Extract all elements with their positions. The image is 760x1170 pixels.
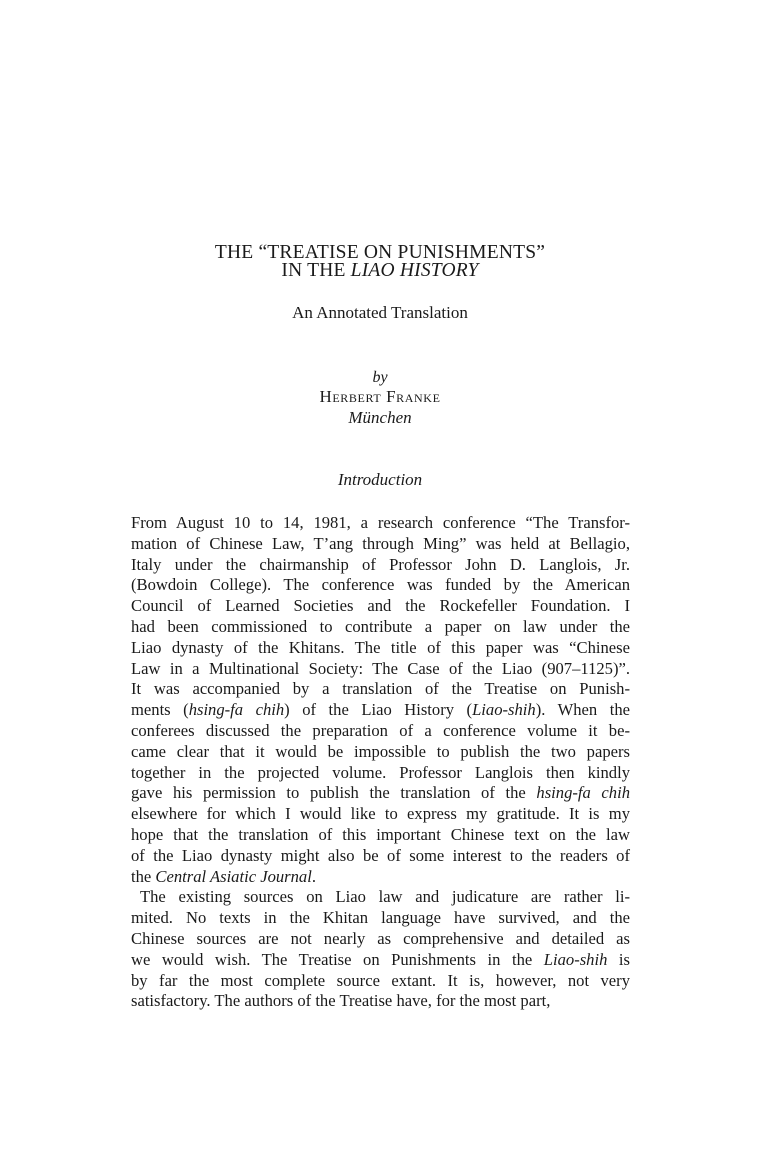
text-line bbox=[131, 887, 630, 908]
text-line bbox=[131, 929, 630, 950]
text-segment: The existing sources on Liao law and judicature are rather li- bbox=[140, 887, 630, 907]
text-segment: . bbox=[311, 866, 316, 886]
byline-by: by bbox=[372, 369, 388, 386]
text-segment: hope that the translation of this important Chinese text on the law bbox=[131, 824, 630, 844]
text-segment: together in the projected volume. Professor Langlois then kindly bbox=[131, 762, 630, 782]
text-line bbox=[131, 700, 630, 721]
author-name: Herbert Franke bbox=[319, 387, 441, 406]
text-segment: of the Liao dynasty might also be of some interest to the readers of bbox=[131, 845, 630, 865]
text-segment: It was accompanied by a translation of the Treatise on Punish- bbox=[131, 679, 630, 699]
article-subtitle: An Annotated Translation bbox=[292, 303, 468, 322]
text-segment: (Bowdoin College). The conference was funded by the American bbox=[131, 575, 630, 595]
text-segment: conferees discussed the preparation of a conference volume it be- bbox=[131, 720, 630, 740]
text-line bbox=[131, 867, 630, 888]
text-segment: Chinese sources are not nearly as comprehensive and detailed as bbox=[131, 928, 630, 948]
text-segment: is bbox=[607, 949, 630, 969]
text-line bbox=[131, 950, 630, 971]
text-segment: ). When the bbox=[535, 700, 630, 720]
article-title-line1: THE “TREATISE ON PUNISHMENTS” bbox=[214, 242, 546, 263]
body-text bbox=[131, 513, 630, 1012]
italic-term: hsing-fa chih bbox=[188, 700, 285, 720]
text-segment: Liao dynasty of the Khitans. The title of this paper was “Chinese bbox=[131, 637, 630, 657]
text-line bbox=[131, 804, 630, 825]
text-line bbox=[131, 555, 630, 576]
text-segment: From August 10 to 14, 1981, a research conference “The Transfor- bbox=[131, 513, 630, 532]
article-title-line2 bbox=[0, 259, 760, 283]
title-italic: LIAO HISTORY bbox=[350, 260, 479, 281]
text-line bbox=[131, 534, 630, 555]
text-line bbox=[131, 971, 630, 992]
text-segment: the bbox=[131, 866, 156, 886]
text-line bbox=[131, 763, 630, 784]
text-line bbox=[131, 513, 630, 534]
text-line bbox=[131, 617, 630, 638]
text-line bbox=[131, 659, 630, 680]
italic-term: Central Asiatic Journal bbox=[155, 866, 312, 886]
text-segment: elsewhere for which I would like to express my gratitude. It is my bbox=[131, 804, 630, 824]
text-segment: ) of the Liao History ( bbox=[284, 700, 473, 720]
text-line bbox=[131, 596, 630, 617]
text-line bbox=[131, 575, 630, 596]
author-location: München bbox=[348, 408, 412, 427]
text-segment: mation of Chinese Law, T’ang through Ming” was held at Bellagio, bbox=[131, 533, 630, 553]
text-line bbox=[131, 742, 630, 763]
text-line bbox=[131, 638, 630, 659]
text-line bbox=[131, 783, 630, 804]
italic-term: Liao-shih bbox=[472, 700, 536, 720]
italic-term: hsing-fa chih bbox=[536, 783, 630, 803]
text-segment: Italy under the chairmanship of Professor John D. Langlois, Jr. bbox=[131, 554, 630, 574]
text-segment: Council of Learned Societies and the Rockefeller Foundation. I bbox=[131, 596, 630, 616]
text-segment: gave his permission to publish the translation of the bbox=[131, 783, 537, 803]
text-line bbox=[131, 825, 630, 846]
italic-term: Liao-shih bbox=[543, 949, 608, 969]
text-line bbox=[131, 991, 630, 1012]
text-segment: we would wish. The Treatise on Punishments in the bbox=[131, 949, 544, 969]
text-segment: Law in a Multinational Society: The Case of the Liao (907–1125)”. bbox=[131, 658, 630, 678]
text-segment: satisfactory. The authors of the Treatise have, for the most part, bbox=[131, 991, 551, 1011]
text-line bbox=[131, 679, 630, 700]
title-prefix: IN THE bbox=[281, 260, 351, 281]
text-segment: had been commissioned to contribute a paper on law under the bbox=[131, 616, 630, 636]
text-line bbox=[131, 908, 630, 929]
text-segment: by far the most complete source extant. It is, however, not very bbox=[131, 970, 630, 990]
text-line bbox=[131, 846, 630, 867]
section-heading: Introduction bbox=[337, 470, 423, 489]
text-segment: came clear that it would be impossible to publish the two papers bbox=[131, 741, 630, 761]
text-segment: ments ( bbox=[131, 700, 189, 720]
text-segment: mited. No texts in the Khitan language have survived, and the bbox=[131, 908, 630, 928]
text-line bbox=[131, 721, 630, 742]
